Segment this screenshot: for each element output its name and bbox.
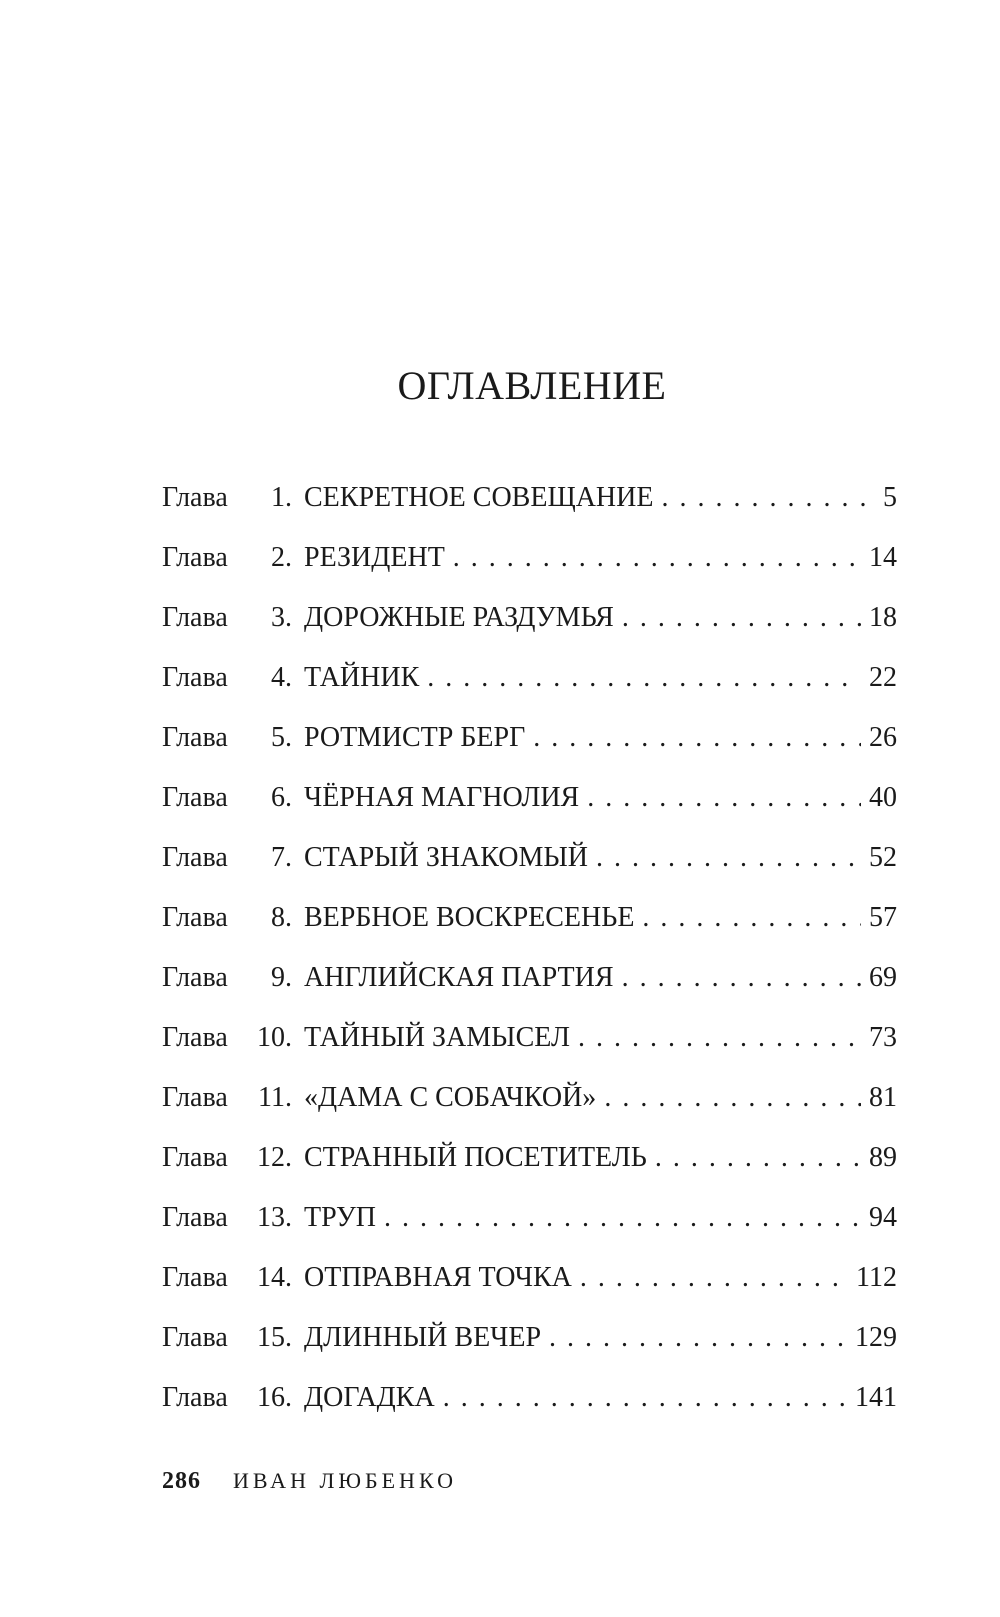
toc-entry	[162, 842, 897, 902]
dot-leader	[549, 1322, 847, 1354]
dot-leader	[533, 722, 861, 754]
chapter-title: ДОГАДКА	[304, 1382, 435, 1413]
chapter-page-number: 18	[869, 602, 897, 633]
chapter-page-number: 112	[856, 1262, 897, 1293]
chapter-word: Глава	[162, 482, 228, 513]
chapter-title: СЕКРЕТНОЕ СОВЕЩАНИЕ	[304, 482, 654, 513]
chapter-number: 16.	[257, 1382, 292, 1413]
toc-entry	[162, 482, 897, 542]
page-footer	[162, 1468, 457, 1495]
chapter-page-number: 129	[855, 1322, 897, 1353]
toc-entry	[162, 542, 897, 602]
chapter-page-number: 22	[869, 662, 897, 693]
dot-leader	[642, 902, 861, 934]
chapter-page-number: 81	[869, 1082, 897, 1113]
chapter-word: Глава	[162, 722, 228, 753]
chapter-page-number: 73	[869, 1022, 897, 1053]
dot-leader	[443, 1382, 847, 1414]
chapter-word: Глава	[162, 1082, 228, 1113]
chapter-number: 13.	[257, 1202, 292, 1233]
dot-leader	[453, 542, 861, 574]
chapter-title: ТАЙНИК	[304, 662, 420, 693]
toc-entry	[162, 1262, 897, 1322]
chapter-number: 14.	[257, 1262, 292, 1293]
chapter-title: ДОРОЖНЫЕ РАЗДУМЬЯ	[304, 602, 614, 633]
chapter-page-number: 94	[869, 1202, 897, 1233]
toc-entry	[162, 1022, 897, 1082]
chapter-word: Глава	[162, 1322, 228, 1353]
chapter-number: 6.	[271, 782, 292, 813]
chapter-number: 3.	[271, 602, 292, 633]
chapter-number: 7.	[271, 842, 292, 873]
chapter-number: 11.	[258, 1082, 292, 1113]
chapter-title: ЧЁРНАЯ МАГНОЛИЯ	[304, 782, 580, 813]
chapter-page-number: 52	[869, 842, 897, 873]
toc-entry	[162, 782, 897, 842]
table-of-contents	[162, 482, 897, 1442]
dot-leader	[578, 1022, 861, 1054]
toc-entry	[162, 1142, 897, 1202]
chapter-page-number: 26	[869, 722, 897, 753]
dot-leader	[604, 1082, 861, 1114]
chapter-number: 2.	[271, 542, 292, 573]
chapter-word: Глава	[162, 782, 228, 813]
toc-entry	[162, 902, 897, 962]
chapter-word: Глава	[162, 662, 228, 693]
chapter-page-number: 57	[869, 902, 897, 933]
toc-entry	[162, 1202, 897, 1262]
chapter-number: 1.	[271, 482, 292, 513]
toc-entry	[162, 1082, 897, 1142]
chapter-number: 8.	[271, 902, 292, 933]
chapter-number: 9.	[271, 962, 292, 993]
chapter-title: РОТМИСТР БЕРГ	[304, 722, 526, 753]
chapter-page-number: 141	[855, 1382, 897, 1413]
chapter-word: Глава	[162, 1202, 228, 1233]
dot-leader	[661, 482, 875, 514]
chapter-word: Глава	[162, 962, 228, 993]
chapter-title: ВЕРБНОЕ ВОСКРЕСЕНЬЕ	[304, 902, 635, 933]
toc-entry	[162, 722, 897, 782]
chapter-word: Глава	[162, 1262, 228, 1293]
toc-entry	[162, 1322, 897, 1382]
chapter-title: СТРАННЫЙ ПОСЕТИТЕЛЬ	[304, 1142, 647, 1173]
dot-leader	[596, 842, 861, 874]
dot-leader	[384, 1202, 861, 1234]
chapter-title: СТАРЫЙ ЗНАКОМЫЙ	[304, 842, 589, 873]
chapter-page-number: 14	[869, 542, 897, 573]
dot-leader	[622, 962, 861, 994]
chapter-title: АНГЛИЙСКАЯ ПАРТИЯ	[304, 962, 614, 993]
chapter-page-number: 40	[869, 782, 897, 813]
chapter-title: РЕЗИДЕНТ	[304, 542, 445, 573]
chapter-title: ТАЙНЫЙ ЗАМЫСЕЛ	[304, 1022, 570, 1053]
toc-entry	[162, 602, 897, 662]
chapter-word: Глава	[162, 602, 228, 633]
chapter-title: ТРУП	[304, 1202, 377, 1233]
chapter-number: 4.	[271, 662, 292, 693]
dot-leader	[622, 602, 861, 634]
chapter-word: Глава	[162, 542, 228, 573]
dot-leader	[587, 782, 861, 814]
chapter-title: ДЛИННЫЙ ВЕЧЕР	[304, 1322, 542, 1353]
chapter-title: «ДАМА С СОБАЧКОЙ»	[304, 1082, 597, 1113]
toc-entry	[162, 662, 897, 722]
chapter-word: Глава	[162, 1382, 228, 1413]
chapter-page-number: 5	[883, 482, 897, 513]
chapter-number: 15.	[257, 1322, 292, 1353]
chapter-title: ОТПРАВНАЯ ТОЧКА	[304, 1262, 572, 1293]
dot-leader	[580, 1262, 848, 1294]
chapter-word: Глава	[162, 902, 228, 933]
toc-entry	[162, 1382, 897, 1442]
chapter-number: 12.	[257, 1142, 292, 1173]
author-name: ИВАН ЛЮБЕНКО	[233, 1468, 457, 1493]
chapter-number: 5.	[271, 722, 292, 753]
chapter-word: Глава	[162, 1142, 228, 1173]
chapter-page-number: 69	[869, 962, 897, 993]
toc-entry	[162, 962, 897, 1022]
chapter-word: Глава	[162, 842, 228, 873]
chapter-number: 10.	[257, 1022, 292, 1053]
dot-leader	[427, 662, 861, 694]
page-title: ОГЛАВЛЕНИЕ	[397, 363, 667, 408]
page-number: 286	[162, 1468, 201, 1494]
dot-leader	[655, 1142, 861, 1174]
chapter-page-number: 89	[869, 1142, 897, 1173]
chapter-word: Глава	[162, 1022, 228, 1053]
